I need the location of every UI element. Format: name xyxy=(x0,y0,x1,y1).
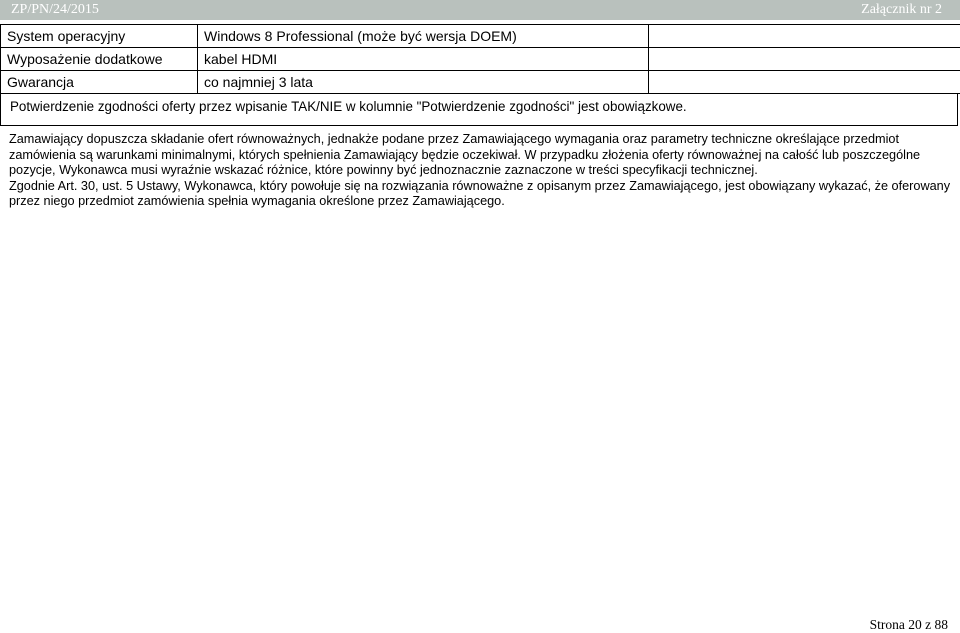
equivalence-paragraph: Zamawiający dopuszcza składanie ofert równoważnych, jednakże podane przez Zamawiającego wymagania oraz parametry techniczne określające przedmiot zamówienia są warunkami minimalnymi, których spełnienia Zamawiający będzie oczekiwał. W przypadku złożenia oferty równoważnej na całość lub poszczególne pozycje, Wykonawca musi wyraźnie wskazać różnice, które powinny być jednoznacznie zaznaczone w treści specyfikacji technicznej. xyxy=(9,132,921,177)
confirmation-note-box xyxy=(0,94,958,126)
parameter-label: System operacyjny xyxy=(1,25,198,48)
parameter-value: kabel HDMI xyxy=(198,48,649,71)
table-row xyxy=(1,48,960,71)
page-header-bar xyxy=(0,0,960,20)
parameter-value: co najmniej 3 lata xyxy=(198,71,649,94)
document-reference: ZP/PN/24/2015 xyxy=(11,2,99,17)
page-number: Strona 20 z 88 xyxy=(869,617,948,632)
confirmation-cell xyxy=(649,25,960,48)
parameter-label: Wyposażenie dodatkowe xyxy=(1,48,198,71)
specification-table xyxy=(0,24,960,94)
annex-label: Załącznik nr 2 xyxy=(861,2,942,17)
parameter-value: Windows 8 Professional (może być wersja DOEM) xyxy=(198,25,649,48)
table-row xyxy=(1,25,960,48)
confirmation-cell xyxy=(649,48,960,71)
confirmation-note: Potwierdzenie zgodności oferty przez wpisanie TAK/NIE w kolumnie "Potwierdzenie zgodności" jest obowiązkowe. xyxy=(10,99,687,114)
table-row xyxy=(1,71,960,94)
legal-basis-paragraph: Zgodnie Art. 30, ust. 5 Ustawy, Wykonawca, który powołuje się na rozwiązania równoważne z opisanym przez Zamawiającego, jest obowiązany wykazać, że oferowany przez niego przedmiot zamówienia spełnia wymagania określone przez Zamawiającego. xyxy=(9,178,951,208)
confirmation-cell xyxy=(649,71,960,94)
parameter-label: Gwarancja xyxy=(1,71,198,94)
conditions-text xyxy=(9,132,954,210)
